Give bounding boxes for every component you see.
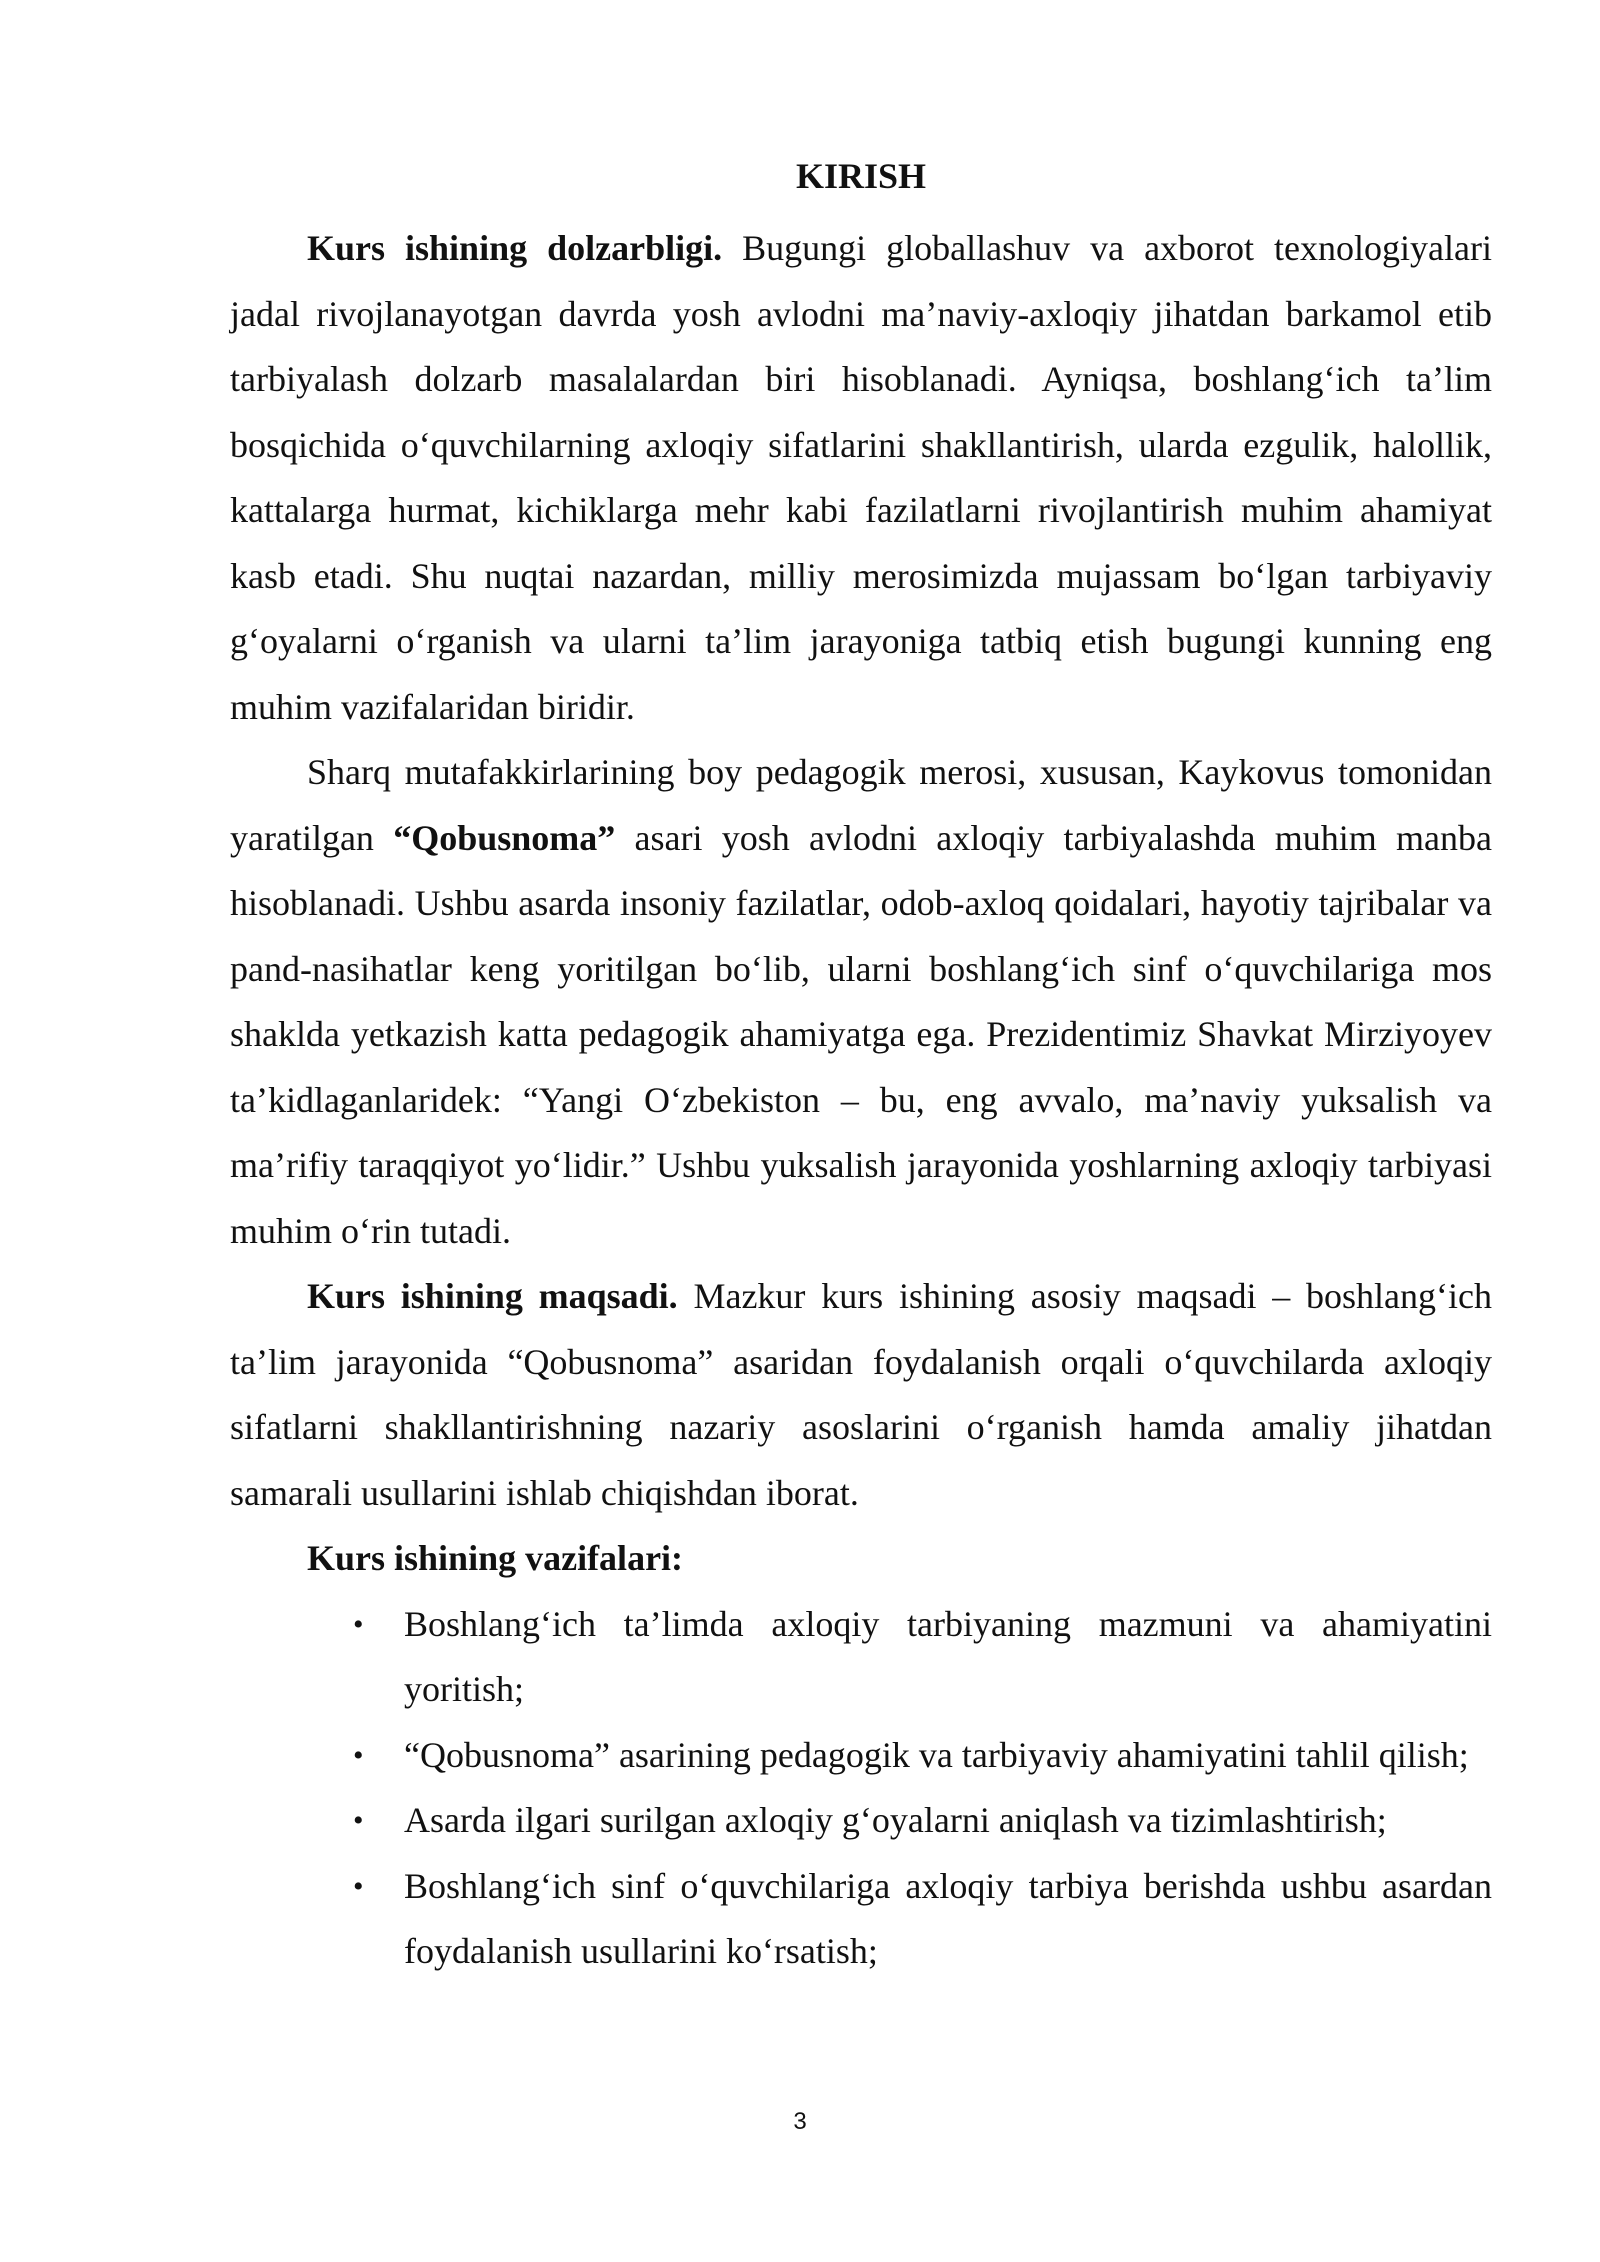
- list-item: [230, 1788, 1492, 1854]
- goal-text: Mazkur kurs ishining asosiy maqsadi – boshlang‘ich ta’lim jarayonida “Qobusnoma” asaridan foydalanish orqali o‘quvchilarda axloqiy sifatlarni shakllantirishning nazariy asoslarini o‘rganish hamda amaliy jihatdan samarali usullarini ishlab chiqishdan iborat.: [230, 1276, 1492, 1513]
- tasks-list: [230, 1592, 1492, 1985]
- list-item: [230, 1592, 1492, 1723]
- page-number: 3: [793, 2108, 807, 2135]
- book-title: “Qobusnoma”: [393, 817, 616, 858]
- list-item-text: Boshlang‘ich sinf o‘quvchilariga axloqiy tarbiya berishda ushbu asardan foydalanish usullarini ko‘rsatish;: [404, 1865, 1492, 1971]
- heritage-text-before: Sharq mutafakkirlarining boy pedagogik merosi, xususan, Kaykovus tomonidan yaratilgan: [230, 752, 1492, 858]
- list-item-text: Asarda ilgari surilgan axloqiy g‘oyalarni aniqlash va tizimlashtirish;: [404, 1800, 1387, 1840]
- relevance-paragraph: [230, 216, 1492, 740]
- bullet-icon: •: [353, 1869, 364, 1903]
- heritage-paragraph: [230, 740, 1492, 1264]
- section-title: KIRISH: [795, 156, 927, 196]
- document-page: [230, 150, 1492, 1985]
- heritage-text-after: asari yosh avlodni axloqiy tarbiyalashda muhim manba hisoblanadi. Ushbu asarda insoniy fazilatlar, odob-axloq qoidalari, hayotiy tajribalar va pand-nasihatlar keng yoritilgan bo‘lib, ularni boshlang‘ich sinf o‘quvchilariga mos shaklda yetkazish katta pedagogik ahamiyatga ega. Prezidentimiz Shavkat Mirziyoyev ta’kidlaganlaridek: “Yangi O‘zbekiston – bu, eng avvalo, ma’naviy yuksalish va ma’rifiy taraqqiyot yo‘lidir.” Ushbu yuksalish jarayonida yoshlarning axloqiy tarbiyasi muhim o‘rin tutadi.: [230, 817, 1492, 1251]
- tasks-heading: Kurs ishining vazifalari:: [307, 1538, 684, 1578]
- relevance-label: Kurs ishining dolzarbligi.: [307, 228, 723, 268]
- goal-paragraph: [230, 1264, 1492, 1526]
- list-item-text: “Qobusnoma” asarining pedagogik va tarbiyaviy ahamiyatini tahlil qilish;: [404, 1734, 1469, 1775]
- goal-label: Kurs ishining maqsadi.: [307, 1276, 678, 1316]
- bullet-icon: •: [353, 1804, 364, 1837]
- bullet-icon: •: [353, 1607, 364, 1641]
- list-item: [230, 1854, 1492, 1985]
- list-item: [230, 1723, 1492, 1789]
- relevance-text: Bugungi globallashuv va axborot texnologiyalari jadal rivojlanayotgan davrda yosh avlodni ma’naviy-axloqiy jihatdan barkamol etib tarbiyalash dolzarb masalalardan biri hisoblanadi. Ayniqsa, boshlang‘ich ta’lim bosqichida o‘quvchilarning axloqiy sifatlarini shakllantirish, ularda ezgulik, halollik, kattalarga hurmat, kichiklarga mehr kabi fazilatlarni rivojlantirish muhim ahamiyat kasb etadi. Shu nuqtai nazardan, milliy merosimizda mujassam bo‘lgan tarbiyaviy g‘oyalarni o‘rganish va ularni ta’lim jarayoniga tatbiq etish bugungi kunning eng muhim vazifalaridan biridir.: [230, 228, 1492, 727]
- list-item-text: Boshlang‘ich ta’limda axloqiy tarbiyaning mazmuni va ahamiyatini yoritish;: [404, 1603, 1492, 1709]
- bullet-icon: •: [353, 1738, 364, 1772]
